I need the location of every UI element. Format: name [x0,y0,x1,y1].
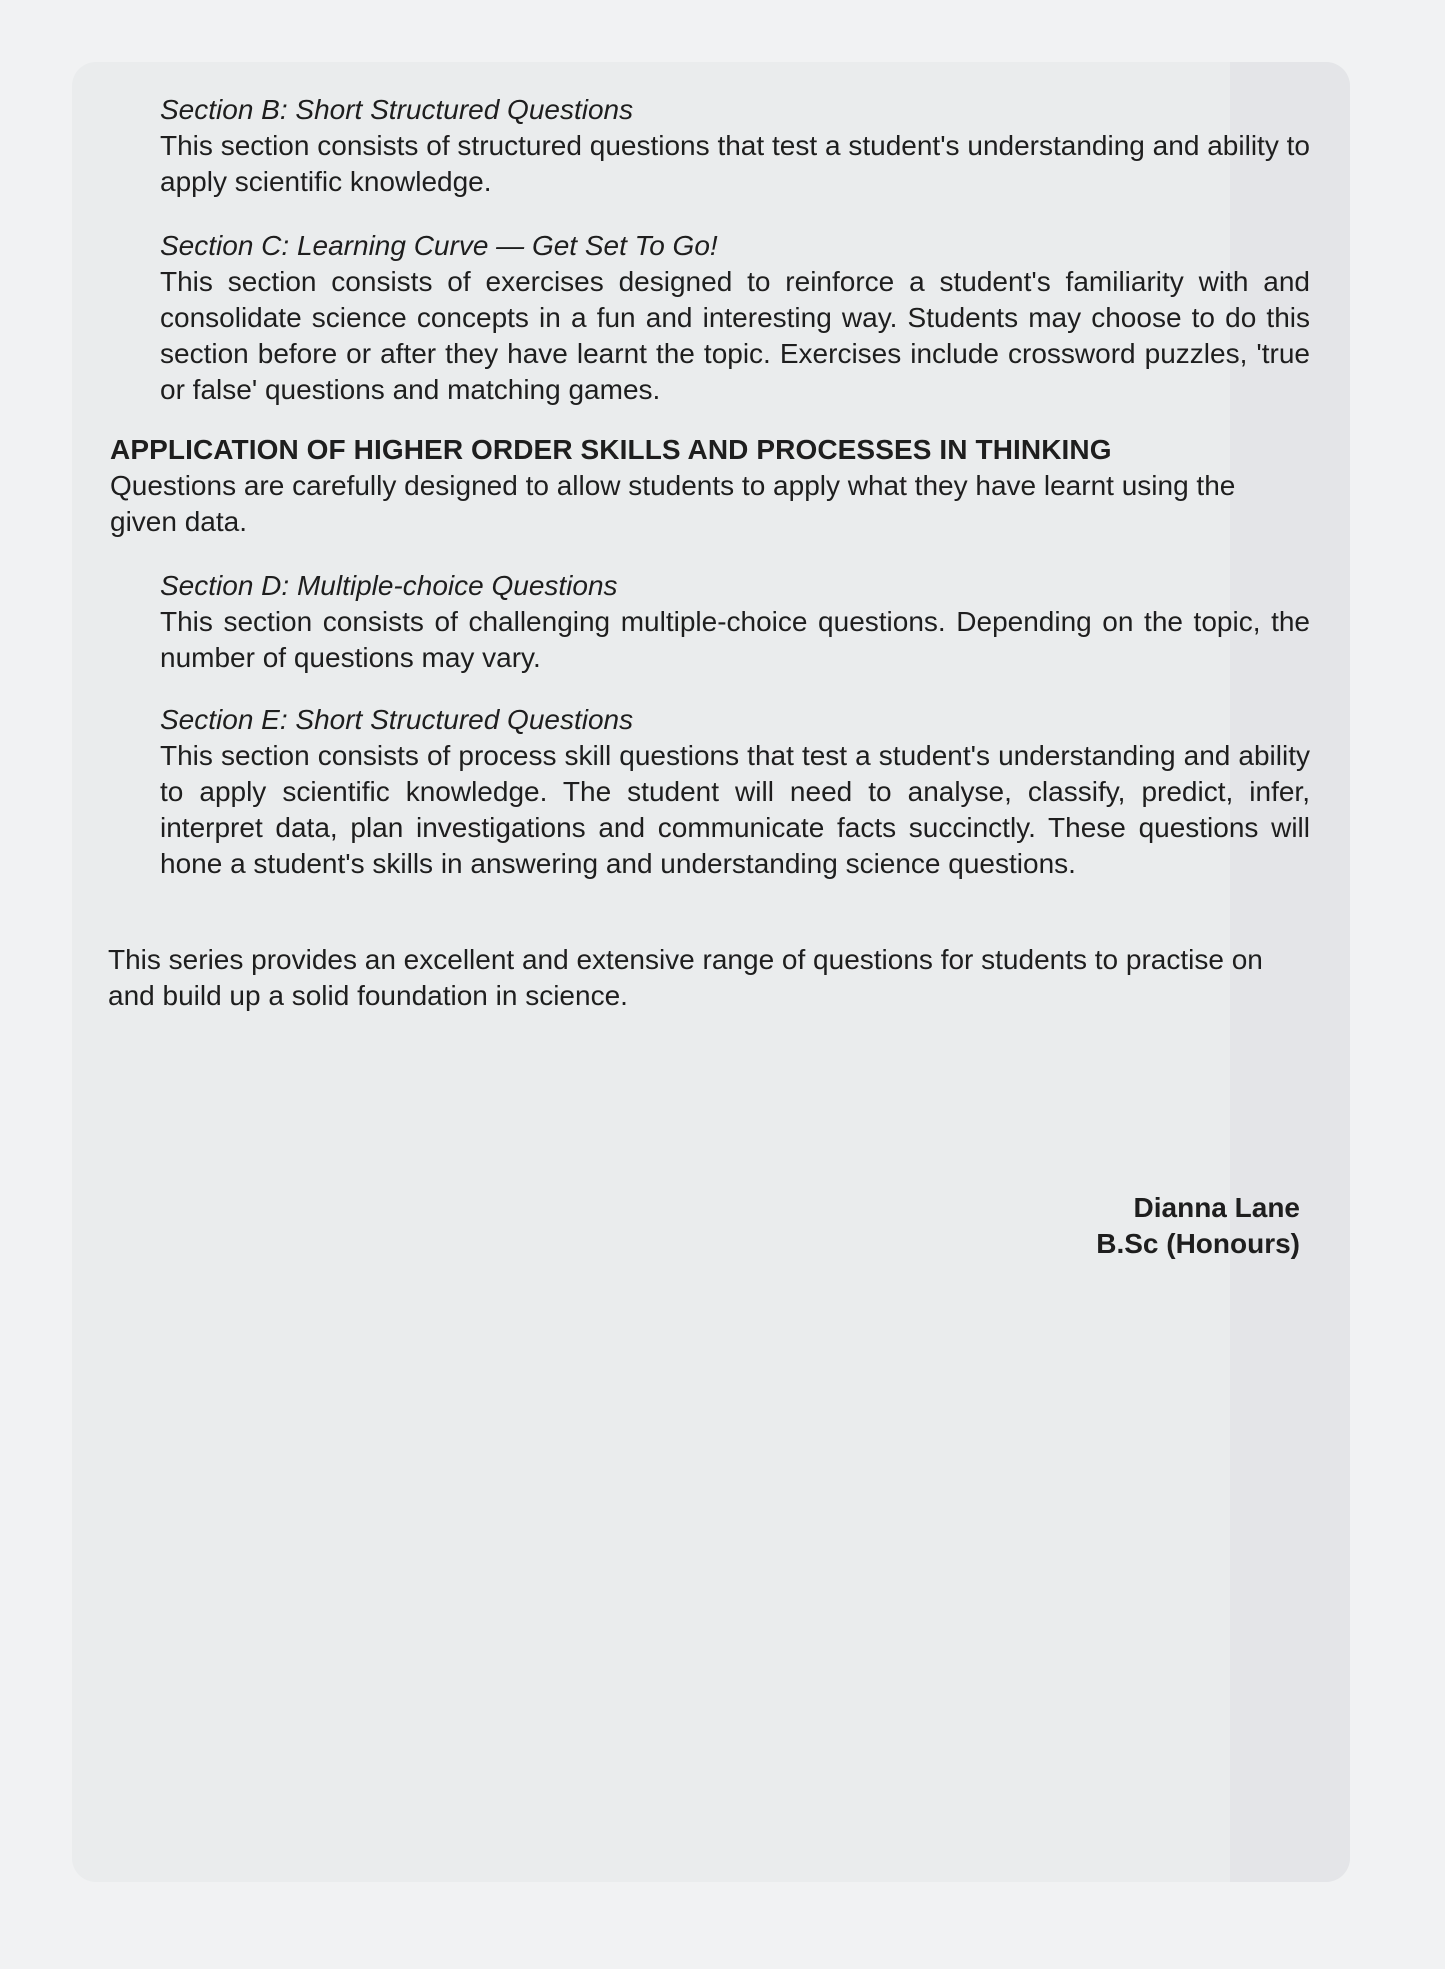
section-b [160,92,1310,200]
section-b-body: This section consists of structured questions that test a student's understanding and ability to apply scientific knowledge. [160,130,1310,197]
section-e [160,702,1310,882]
section-c [160,228,1310,408]
section-d [160,568,1310,676]
author-name: Dianna Lane [1133,1192,1300,1223]
section-e-title: Section E: Short Structured Questions [160,704,634,735]
author-credentials: B.Sc (Honours) [1096,1228,1300,1259]
section-b-title: Section B: Short Structured Questions [160,94,634,125]
section-d-body: This section consists of challenging multiple-choice questions. Depending on the topic, the number of questions may vary. [160,606,1310,673]
closing-paragraph: This series provides an excellent and extensive range of questions for students to practise on and build up a solid foundation in science. [108,944,1263,1011]
section-e-body: This section consists of process skill questions that test a student's understanding and ability to apply scientific knowledge. The student will need to analyse, classify, predict, infer, interpret data, plan investigations and communicate facts succinctly. These questions will hone a student's skills in answering and understanding science questions. [160,740,1310,879]
application-body: Questions are carefully designed to allow students to apply what they have learnt using the given data. [110,470,1236,537]
signature-block [1096,1190,1300,1262]
section-d-title: Section D: Multiple-choice Questions [160,570,618,601]
section-c-title: Section C: Learning Curve — Get Set To Go! [160,230,718,261]
application-block [110,432,1310,540]
application-heading: APPLICATION OF HIGHER ORDER SKILLS AND PROCESSES IN THINKING [110,434,1112,465]
section-c-body: This section consists of exercises designed to reinforce a student's familiarity with and consolidate science concepts in a fun and interesting way. Students may choose to do this section before or after they have learnt the topic. Exercises include crossword puzzles, 'true or false' questions and matching games. [160,266,1310,405]
